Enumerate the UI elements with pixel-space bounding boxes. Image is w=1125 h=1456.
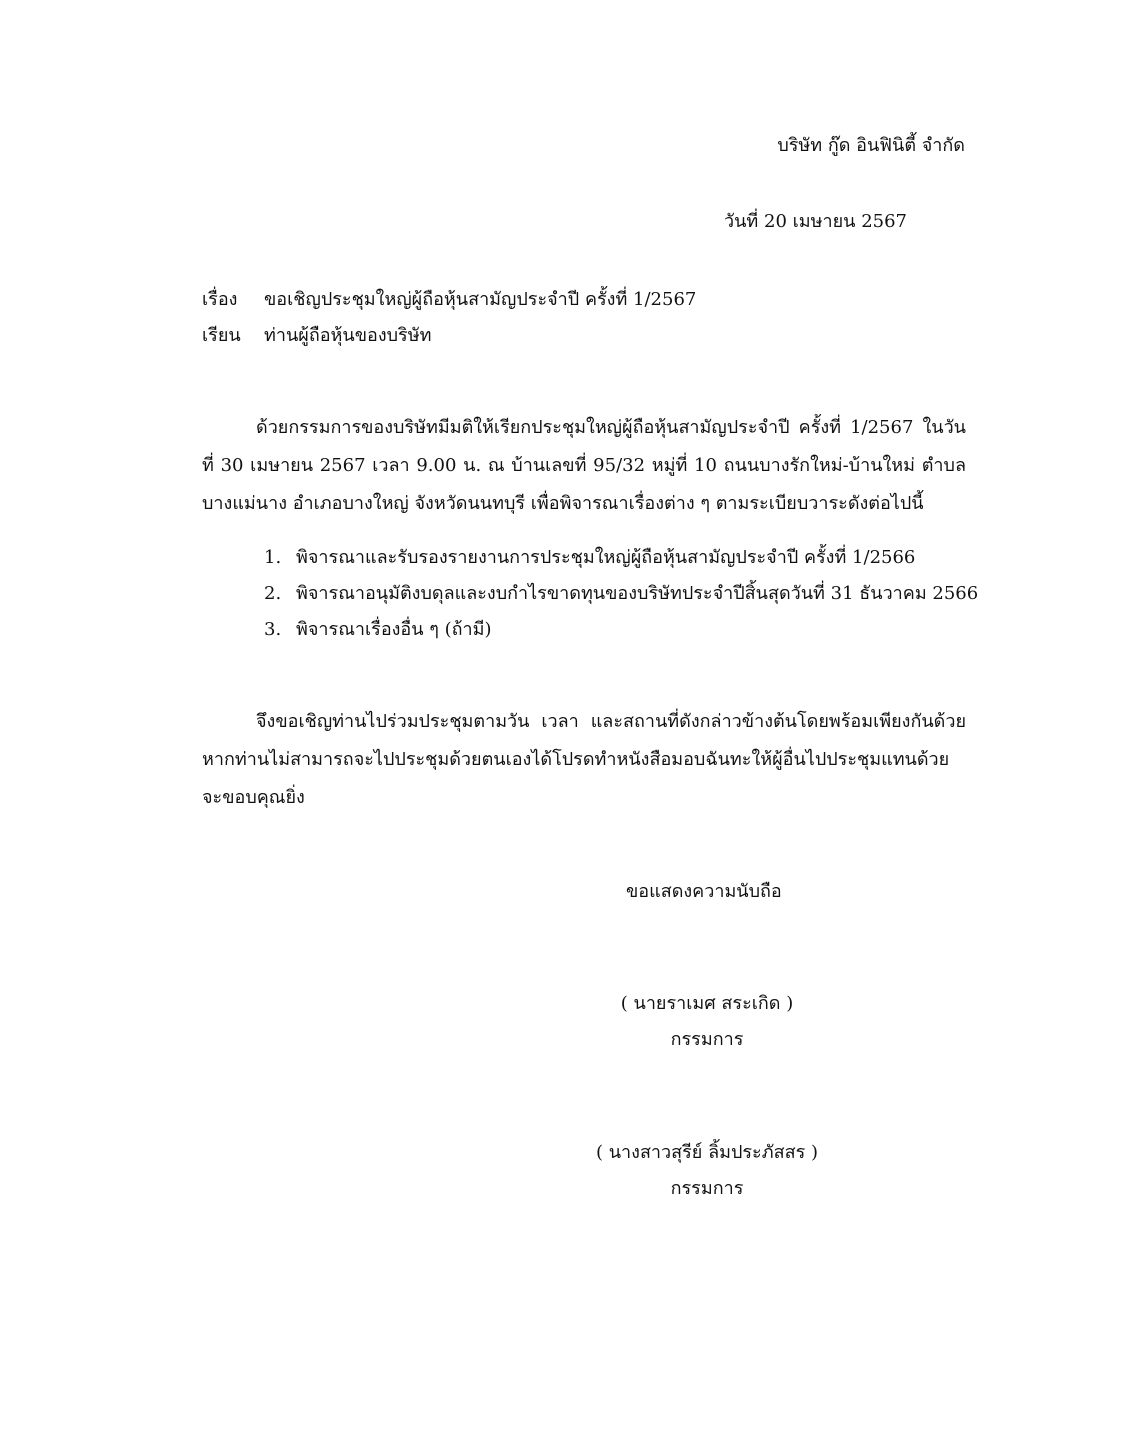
company-name: บริษัท กู๊ด อินฟินิตี้ จำกัด <box>777 135 965 156</box>
agenda-item-text: พิจารณาและรับรองรายงานการประชุมใหญ่ผู้ถือหุ้นสามัญประจำปี ครั้งที่ 1/2566 <box>296 547 916 568</box>
body-paragraph-invitation: จึงขอเชิญท่านไปร่วมประชุมตามวัน เวลา และสถานที่ดังกล่าวข้างต้นโดยพร้อมเพียงกันด้วย หากท่านไม่สามารถจะไปประชุมด้วยตนเองได้โปรดทำหนังสือมอบฉันทะให้ผู้อื่นไปประชุมแทนด้วย จะขอบคุณยิ่ง <box>202 711 966 808</box>
signatory-role: กรรมการ <box>670 1029 744 1050</box>
subject-text: ขอเชิญประชุมใหญ่ผู้ถือหุ้นสามัญประจำปี ครั้งที่ 1/2567 <box>264 289 697 310</box>
agenda-item-text: พิจารณาเรื่องอื่น ๆ (ถ้ามี) <box>296 619 492 640</box>
closing-salutation: ขอแสดงความนับถือ <box>626 881 782 902</box>
signatory-name: ( นายราเมศ สระเกิด ) <box>620 993 794 1014</box>
agenda-list <box>264 540 978 648</box>
signatory-name: ( นางสาวสุรีย์ ลิ้มประภัสสร ) <box>596 1142 818 1163</box>
agenda-item-number: 1. <box>264 547 282 568</box>
subject-line <box>202 284 696 313</box>
body-paragraph-intro: ด้วยกรรมการของบริษัทมีมติให้เรียกประชุมใหญ่ผู้ถือหุ้นสามัญประจำปี ครั้งที่ 1/2567 ในวันที่ 30 เมษายน 2567 เวลา 9.00 น. ณ บ้านเลขที่ 95/32 หมู่ที่ 10 ถนนบางรักใหม่-บ้านใหม่ ตำบลบางแม่นาง อำเภอบางใหญ่ จังหวัดนนทบุรี เพื่อพิจารณาเรื่องต่าง ๆ ตามระเบียบวาระดังต่อไปนี้ <box>202 417 966 514</box>
recipient-line <box>202 320 431 349</box>
agenda-item <box>264 612 978 648</box>
letter-date: วันที่ 20 เมษายน 2567 <box>724 211 907 232</box>
recipient-text: ท่านผู้ถือหุ้นของบริษัท <box>264 325 432 346</box>
signature-block <box>557 1135 857 1207</box>
agenda-item-text: พิจารณาอนุมัติงบดุลและงบกำไรขาดทุนของบริษัทประจำปีสิ้นสุดวันที่ 31 ธันวาคม 2566 <box>296 583 979 604</box>
agenda-item-number: 2. <box>264 583 282 604</box>
recipient-label: เรียน <box>202 325 241 346</box>
signature-block <box>557 986 857 1058</box>
agenda-item-number: 3. <box>264 619 282 640</box>
agenda-item <box>264 576 978 612</box>
agenda-item <box>264 540 978 576</box>
subject-label: เรื่อง <box>202 289 238 310</box>
signatory-role: กรรมการ <box>670 1178 744 1199</box>
